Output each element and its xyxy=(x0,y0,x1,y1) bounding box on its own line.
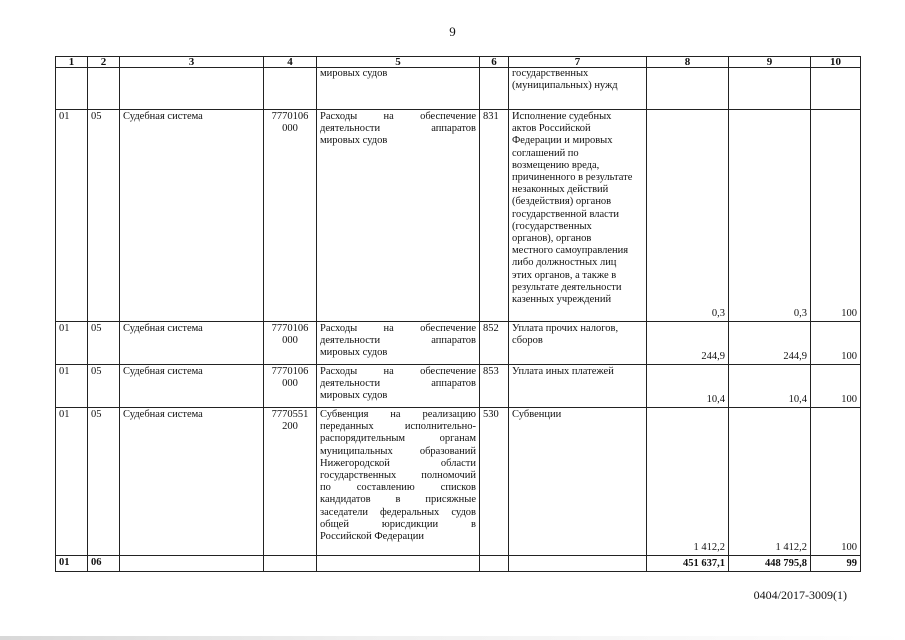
header-col-3: 3 xyxy=(120,57,264,68)
purpose-line: Расходы на обеспечение xyxy=(320,366,476,377)
cell-c6: 831 xyxy=(480,110,509,322)
purpose-line: переданных исполнительно- xyxy=(320,421,476,433)
budget-table xyxy=(55,56,861,572)
table-row xyxy=(56,322,861,365)
purpose-line: мировых судов xyxy=(320,390,388,402)
cell-c3: Судебная система xyxy=(120,110,264,322)
document-reference: 0404/2017-3009(1) xyxy=(753,588,847,602)
cell-c5 xyxy=(317,322,480,365)
cell-c8: 244,9 xyxy=(647,322,729,365)
cell-c8 xyxy=(647,68,729,110)
header-col-1: 1 xyxy=(56,57,88,68)
table-row xyxy=(56,365,861,408)
header-row xyxy=(56,57,861,68)
cell-c2: 05 xyxy=(88,365,120,408)
purpose-line: государственных полномочий xyxy=(320,470,476,482)
expense-line: либо должностных лиц xyxy=(512,257,617,269)
header-col-10: 10 xyxy=(811,57,861,68)
total-cell-c7 xyxy=(509,556,647,572)
cell-c3: Судебная система xyxy=(120,365,264,408)
expense-line: результате деятельности xyxy=(512,281,622,293)
expense-line: государственной власти xyxy=(512,208,620,220)
header-col-7: 7 xyxy=(509,57,647,68)
page-number: 9 xyxy=(449,24,456,39)
cell-c7 xyxy=(509,322,647,365)
code-line: 7770106 xyxy=(271,366,309,377)
total-cell-c4 xyxy=(264,556,317,572)
expense-line: органов), органов xyxy=(512,233,592,245)
expense-line: (бездействия) органов xyxy=(512,196,612,208)
purpose-line: мировых судов xyxy=(320,347,388,359)
expense-line: казенных учреждений xyxy=(512,294,612,306)
purpose-line: деятельности аппаратов xyxy=(320,378,476,390)
code-line: 000 xyxy=(282,335,298,347)
expense-line: актов Российской xyxy=(512,123,591,135)
total-row xyxy=(56,556,861,572)
cell-c5 xyxy=(317,408,480,556)
cell-c9: 1 412,2 xyxy=(729,408,811,556)
expense-line: незаконных действий xyxy=(512,184,609,196)
code-line: 7770106 xyxy=(271,111,309,122)
cell-c1: 01 xyxy=(56,365,88,408)
purpose-line: муниципальных образований xyxy=(320,445,476,457)
expense-line: возмещению вреда, xyxy=(512,159,600,171)
cell-c9: 0,3 xyxy=(729,110,811,322)
scan-edge xyxy=(0,636,905,640)
purpose-line: Субвенция на реализацию xyxy=(320,409,476,420)
cell-c9 xyxy=(729,68,811,110)
total-cell-c2: 06 xyxy=(88,556,120,572)
purpose-line: распорядительным органам xyxy=(320,433,476,445)
cell-c5 xyxy=(317,365,480,408)
continuation-row xyxy=(56,68,861,110)
cell-c6 xyxy=(480,68,509,110)
cell-c4 xyxy=(264,322,317,365)
header-col-8: 8 xyxy=(647,57,729,68)
cell-c10: 100 xyxy=(811,322,861,365)
cell-c8: 10,4 xyxy=(647,365,729,408)
expense-line: Субвенции xyxy=(512,409,562,420)
total-cell-c3 xyxy=(120,556,264,572)
cell-c1: 01 xyxy=(56,408,88,556)
cell-c10: 100 xyxy=(811,365,861,408)
cell-c1: 01 xyxy=(56,110,88,322)
expense-line: сборов xyxy=(512,335,543,347)
total-cell-c8: 451 637,1 xyxy=(647,556,729,572)
cell-c8: 1 412,2 xyxy=(647,408,729,556)
purpose-line: кандидатов в присяжные xyxy=(320,494,476,506)
cell-c2: 05 xyxy=(88,322,120,365)
cell-c10 xyxy=(811,68,861,110)
cell-c3 xyxy=(120,68,264,110)
cell-c1: 01 xyxy=(56,322,88,365)
cell-c2: 05 xyxy=(88,408,120,556)
cell-c6: 530 xyxy=(480,408,509,556)
cell-c4 xyxy=(264,365,317,408)
cell-c10: 100 xyxy=(811,110,861,322)
total-cell-c5 xyxy=(317,556,480,572)
purpose-line: мировых судов xyxy=(320,135,388,147)
expense-line: Уплата иных платежей xyxy=(512,366,614,377)
purpose-line: деятельности аппаратов xyxy=(320,335,476,347)
cell-c9: 10,4 xyxy=(729,365,811,408)
expense-line: местного самоуправления xyxy=(512,245,629,257)
cell-c7 xyxy=(509,68,647,110)
cell-c1 xyxy=(56,68,88,110)
cell-c8: 0,3 xyxy=(647,110,729,322)
cell-c4 xyxy=(264,408,317,556)
total-cell-c10: 99 xyxy=(811,556,861,572)
expense-line: Уплата прочих налогов, xyxy=(512,323,619,334)
header-col-9: 9 xyxy=(729,57,811,68)
purpose-line: по составлению списков xyxy=(320,482,476,494)
expense-line: этих органов, а также в xyxy=(512,269,617,281)
expense-line: соглашений по xyxy=(512,147,579,159)
cont-col7-line2: (муниципальных) нужд xyxy=(512,80,618,92)
total-cell-c1: 01 xyxy=(56,556,88,572)
cell-c6: 853 xyxy=(480,365,509,408)
code-line: 000 xyxy=(282,378,298,390)
cell-c4 xyxy=(264,68,317,110)
code-line: 000 xyxy=(282,123,298,135)
cell-c2 xyxy=(88,68,120,110)
table-row xyxy=(56,408,861,556)
cell-c4 xyxy=(264,110,317,322)
purpose-line: Расходы на обеспечение xyxy=(320,323,476,334)
cell-c3: Судебная система xyxy=(120,322,264,365)
expense-line: Исполнение судебных xyxy=(512,111,612,122)
header-col-6: 6 xyxy=(480,57,509,68)
cell-c7 xyxy=(509,408,647,556)
code-line: 7770106 xyxy=(271,323,309,334)
code-line: 7770551 xyxy=(271,409,309,420)
purpose-line: деятельности аппаратов xyxy=(320,123,476,135)
cell-c7 xyxy=(509,365,647,408)
table-row xyxy=(56,110,861,322)
header-col-2: 2 xyxy=(88,57,120,68)
cell-c10: 100 xyxy=(811,408,861,556)
cell-c7 xyxy=(509,110,647,322)
total-cell-c9: 448 795,8 xyxy=(729,556,811,572)
purpose-line: Нижегородской области xyxy=(320,457,476,469)
cell-c3: Судебная система xyxy=(120,408,264,556)
expense-line: Федерации и мировых xyxy=(512,135,613,147)
code-line: 200 xyxy=(282,421,298,433)
expense-line: (государственных xyxy=(512,220,592,232)
purpose-line: Российской Федерации xyxy=(320,531,424,543)
expense-line: причиненного в результате xyxy=(512,172,633,184)
cell-c5: мировых судов xyxy=(317,68,480,110)
purpose-line: заседатели федеральных судов xyxy=(320,506,476,518)
total-cell-c6 xyxy=(480,556,509,572)
cell-c9: 244,9 xyxy=(729,322,811,365)
header-col-4: 4 xyxy=(264,57,317,68)
header-col-5: 5 xyxy=(317,57,480,68)
cell-c6: 852 xyxy=(480,322,509,365)
cell-c5 xyxy=(317,110,480,322)
purpose-line: Расходы на обеспечение xyxy=(320,111,476,122)
purpose-line: общей юрисдикции в xyxy=(320,518,476,530)
cell-c2: 05 xyxy=(88,110,120,322)
cont-col7-line1: государственных xyxy=(512,68,589,79)
